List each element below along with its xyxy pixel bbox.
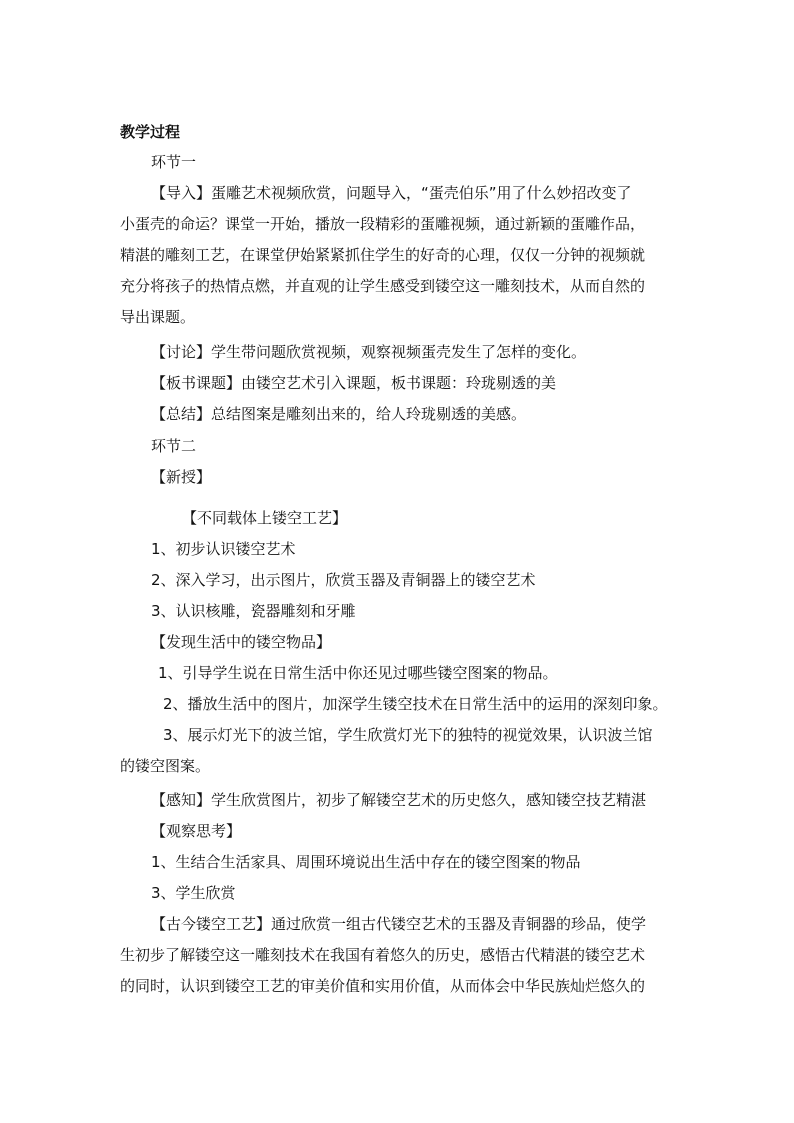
subsection-heading: 【发现生活中的镂空物品】 (151, 633, 332, 651)
list-item: 3、学生欣赏 (151, 884, 236, 902)
subsection-heading: 【新授】 (151, 468, 212, 486)
stage-heading: 环节一 (151, 153, 197, 171)
list-item: 3、展示灯光下的波兰馆，学生欣赏灯光下的独特的视觉效果，认识波兰馆 (163, 726, 653, 744)
list-item: 1、初步认识镂空艺术 (151, 540, 296, 558)
subsection-heading: 【不同载体上镂空工艺】 (182, 509, 348, 527)
list-item: 的镂空图案。 (120, 757, 211, 775)
paragraph-line: 【板书课题】由镂空艺术引入课题，板书课题：玲珑剔透的美 (151, 374, 557, 392)
paragraph-line: 精湛的雕刻工艺，在课堂伊始紧紧抓住学生的好奇的心理，仅仅一分钟的视频就 (120, 246, 646, 264)
paragraph-line: 充分将孩子的热情点燃，并直观的让学生感受到镂空这一雕刻技术，从而自然的 (120, 277, 646, 295)
paragraph-line: 【导入】蛋雕艺术视频欣赏，问题导入，“蛋壳伯乐”用了什么妙招改变了 (151, 184, 632, 202)
paragraph-line: 小蛋壳的命运？课堂一开始，播放一段精彩的蛋雕视频，通过新颖的蛋雕作品， (120, 215, 646, 233)
section-title: 教学过程 (120, 123, 181, 141)
list-item: 2、播放生活中的图片，加深学生镂空技术在日常生活中的运用的深刻印象。 (163, 695, 668, 713)
paragraph-line: 导出课题。 (120, 308, 196, 326)
list-item: 2、深入学习，出示图片，欣赏玉器及青铜器上的镂空艺术 (151, 571, 536, 589)
paragraph-line: 【感知】学生欣赏图片，初步了解镂空艺术的历史悠久，感知镂空技艺精湛 (151, 791, 647, 809)
list-item: 1、生结合生活家具、周围环境说出生活中存在的镂空图案的物品 (151, 853, 581, 871)
paragraph-line: 【古今镂空工艺】通过欣赏一组古代镂空艺术的玉器及青铜器的珍品，使学 (151, 915, 647, 933)
subsection-heading: 【观察思考】 (151, 822, 242, 840)
list-item: 3、认识核雕，瓷器雕刻和牙雕 (151, 602, 356, 620)
stage-heading: 环节二 (151, 437, 197, 455)
list-item: 1、引导学生说在日常生活中你还见过哪些镂空图案的物品。 (158, 664, 558, 682)
paragraph-line: 的同时，认识到镂空工艺的审美价值和实用价值，从而体会中华民族灿烂悠久的 (120, 977, 646, 995)
paragraph-line: 【讨论】学生带问题欣赏视频，观察视频蛋壳发生了怎样的变化。 (151, 343, 587, 361)
paragraph-line: 【总结】总结图案是雕刻出来的，给人玲珑剔透的美感。 (151, 405, 527, 423)
paragraph-line: 生初步了解镂空这一雕刻技术在我国有着悠久的历史，感悟古代精湛的镂空艺术 (120, 946, 646, 964)
